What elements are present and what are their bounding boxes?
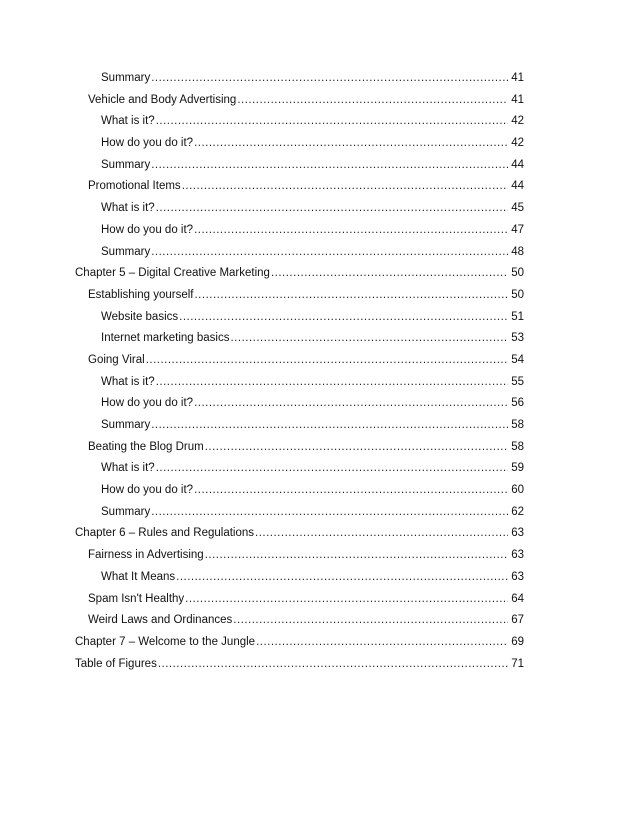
toc-entry[interactable] [0,68,638,90]
toc-entry-title: Spam Isn't Healthy [88,592,185,605]
dot-leader [151,502,508,524]
toc-entry-title: How do you do it? [101,397,194,410]
dot-leader [205,545,508,567]
dot-leader [271,263,508,285]
toc-entry-page-number: 60 [511,484,524,497]
toc-entry-page-number: 67 [511,614,524,627]
dot-leader [237,90,508,112]
toc-entry-page-number: 58 [511,440,524,453]
toc-entry-title: What is it? [101,115,155,128]
dot-leader [151,415,508,437]
toc-entry-page-number: 47 [511,223,524,236]
toc-entry[interactable] [0,393,638,415]
dot-leader [158,654,508,676]
dot-leader [185,589,508,611]
toc-entry[interactable] [0,372,638,394]
toc-entry[interactable] [0,155,638,177]
toc-entry-page-number: 53 [511,332,524,345]
toc-entry-title: Beating the Blog Drum [88,440,204,453]
toc-entry-title: Establishing yourself [88,288,194,301]
toc-entry-title: Fairness in Advertising [88,549,204,562]
toc-entry[interactable] [0,632,638,654]
toc-entry[interactable] [0,198,638,220]
dot-leader [151,242,508,264]
dot-leader [230,328,508,350]
toc-entry-page-number: 41 [511,93,524,106]
dot-leader [194,285,508,307]
dot-leader [205,437,508,459]
toc-entry[interactable] [0,458,638,480]
toc-entry-title: Weird Laws and Ordinances [88,614,233,627]
toc-entry-title: What is it? [101,375,155,388]
toc-entry[interactable] [0,111,638,133]
toc-entry-page-number: 63 [511,570,524,583]
toc-entry-title: How do you do it? [101,137,194,150]
dot-leader [179,307,508,329]
toc-entry[interactable] [0,589,638,611]
toc-entry-title: Summary [101,419,151,431]
toc-entry-title: What is it? [101,202,155,215]
dot-leader [233,610,508,632]
toc-entry[interactable] [0,437,638,459]
toc-entry-title: Promotional Items [88,180,181,193]
toc-entry-page-number: 62 [511,505,524,518]
toc-entry-title: Website basics [101,310,179,323]
toc-entry[interactable] [0,176,638,198]
toc-entry-page-number: 48 [511,245,524,258]
toc-entry[interactable] [0,480,638,502]
toc-entry-title: Table of Figures [75,657,157,670]
toc-entry[interactable] [0,133,638,155]
toc-entry-title: Summary [101,72,151,84]
toc-entry-title: Going Viral [88,353,145,366]
toc-entry[interactable] [0,220,638,242]
dot-leader [255,523,508,545]
toc-entry-page-number: 51 [511,310,524,323]
toc-entry-page-number: 58 [511,419,524,431]
toc-entry-title: How do you do it? [101,484,194,497]
toc-entry[interactable] [0,610,638,632]
dot-leader [156,372,508,394]
toc-entry-title: Internet marketing basics [101,332,230,345]
toc-entry-page-number: 44 [511,158,524,171]
toc-entry-title: What It Means [101,570,176,583]
toc-entry-page-number: 69 [511,635,524,648]
toc-entry[interactable] [0,502,638,524]
toc-entry-page-number: 44 [511,180,524,193]
toc-entry-page-number: 64 [511,592,524,605]
dot-leader [146,350,508,372]
toc-entry[interactable] [0,567,638,589]
toc-entry-title: Summary [101,505,151,518]
dot-leader [194,133,508,155]
toc-entry-page-number: 59 [511,462,524,475]
toc-entry[interactable] [0,545,638,567]
toc-entry-title: Summary [101,158,151,171]
toc-entry[interactable] [0,415,638,437]
toc-entry-title: Chapter 5 – Digital Creative Marketing [75,267,270,280]
toc-entry-page-number: 42 [511,115,524,128]
toc-entry-page-number: 50 [511,267,524,280]
dot-leader [156,111,508,133]
toc-entry[interactable] [0,90,638,112]
dot-leader [194,393,508,415]
dot-leader [176,567,508,589]
toc-entry-page-number: 45 [511,202,524,215]
dot-leader [182,176,508,198]
toc-entry-title: What is it? [101,462,155,475]
dot-leader [151,68,508,90]
toc-entry-page-number: 63 [511,549,524,562]
toc-entry-title: Vehicle and Body Advertising [88,93,237,106]
toc-entry[interactable] [0,307,638,329]
toc-entry[interactable] [0,328,638,350]
dot-leader [256,632,508,654]
toc-entry[interactable] [0,242,638,264]
toc-entry[interactable] [0,263,638,285]
dot-leader [156,198,508,220]
table-of-contents [0,68,638,675]
toc-entry-page-number: 55 [511,375,524,388]
toc-entry[interactable] [0,523,638,545]
toc-entry-title: How do you do it? [101,223,194,236]
toc-entry[interactable] [0,654,638,676]
toc-entry-title: Chapter 6 – Rules and Regulations [75,527,255,540]
dot-leader [194,480,508,502]
toc-entry-page-number: 56 [511,397,524,410]
toc-entry-page-number: 41 [511,72,524,84]
dot-leader [194,220,508,242]
toc-entry-page-number: 42 [511,137,524,150]
toc-entry-page-number: 54 [511,353,524,366]
dot-leader [156,458,508,480]
toc-entry-title: Chapter 7 – Welcome to the Jungle [75,635,256,648]
toc-entry[interactable] [0,350,638,372]
toc-entry-page-number: 71 [511,657,524,670]
dot-leader [151,155,508,177]
toc-entry[interactable] [0,285,638,307]
toc-entry-page-number: 50 [511,288,524,301]
toc-entry-page-number: 63 [511,527,524,540]
toc-entry-title: Summary [101,245,151,258]
